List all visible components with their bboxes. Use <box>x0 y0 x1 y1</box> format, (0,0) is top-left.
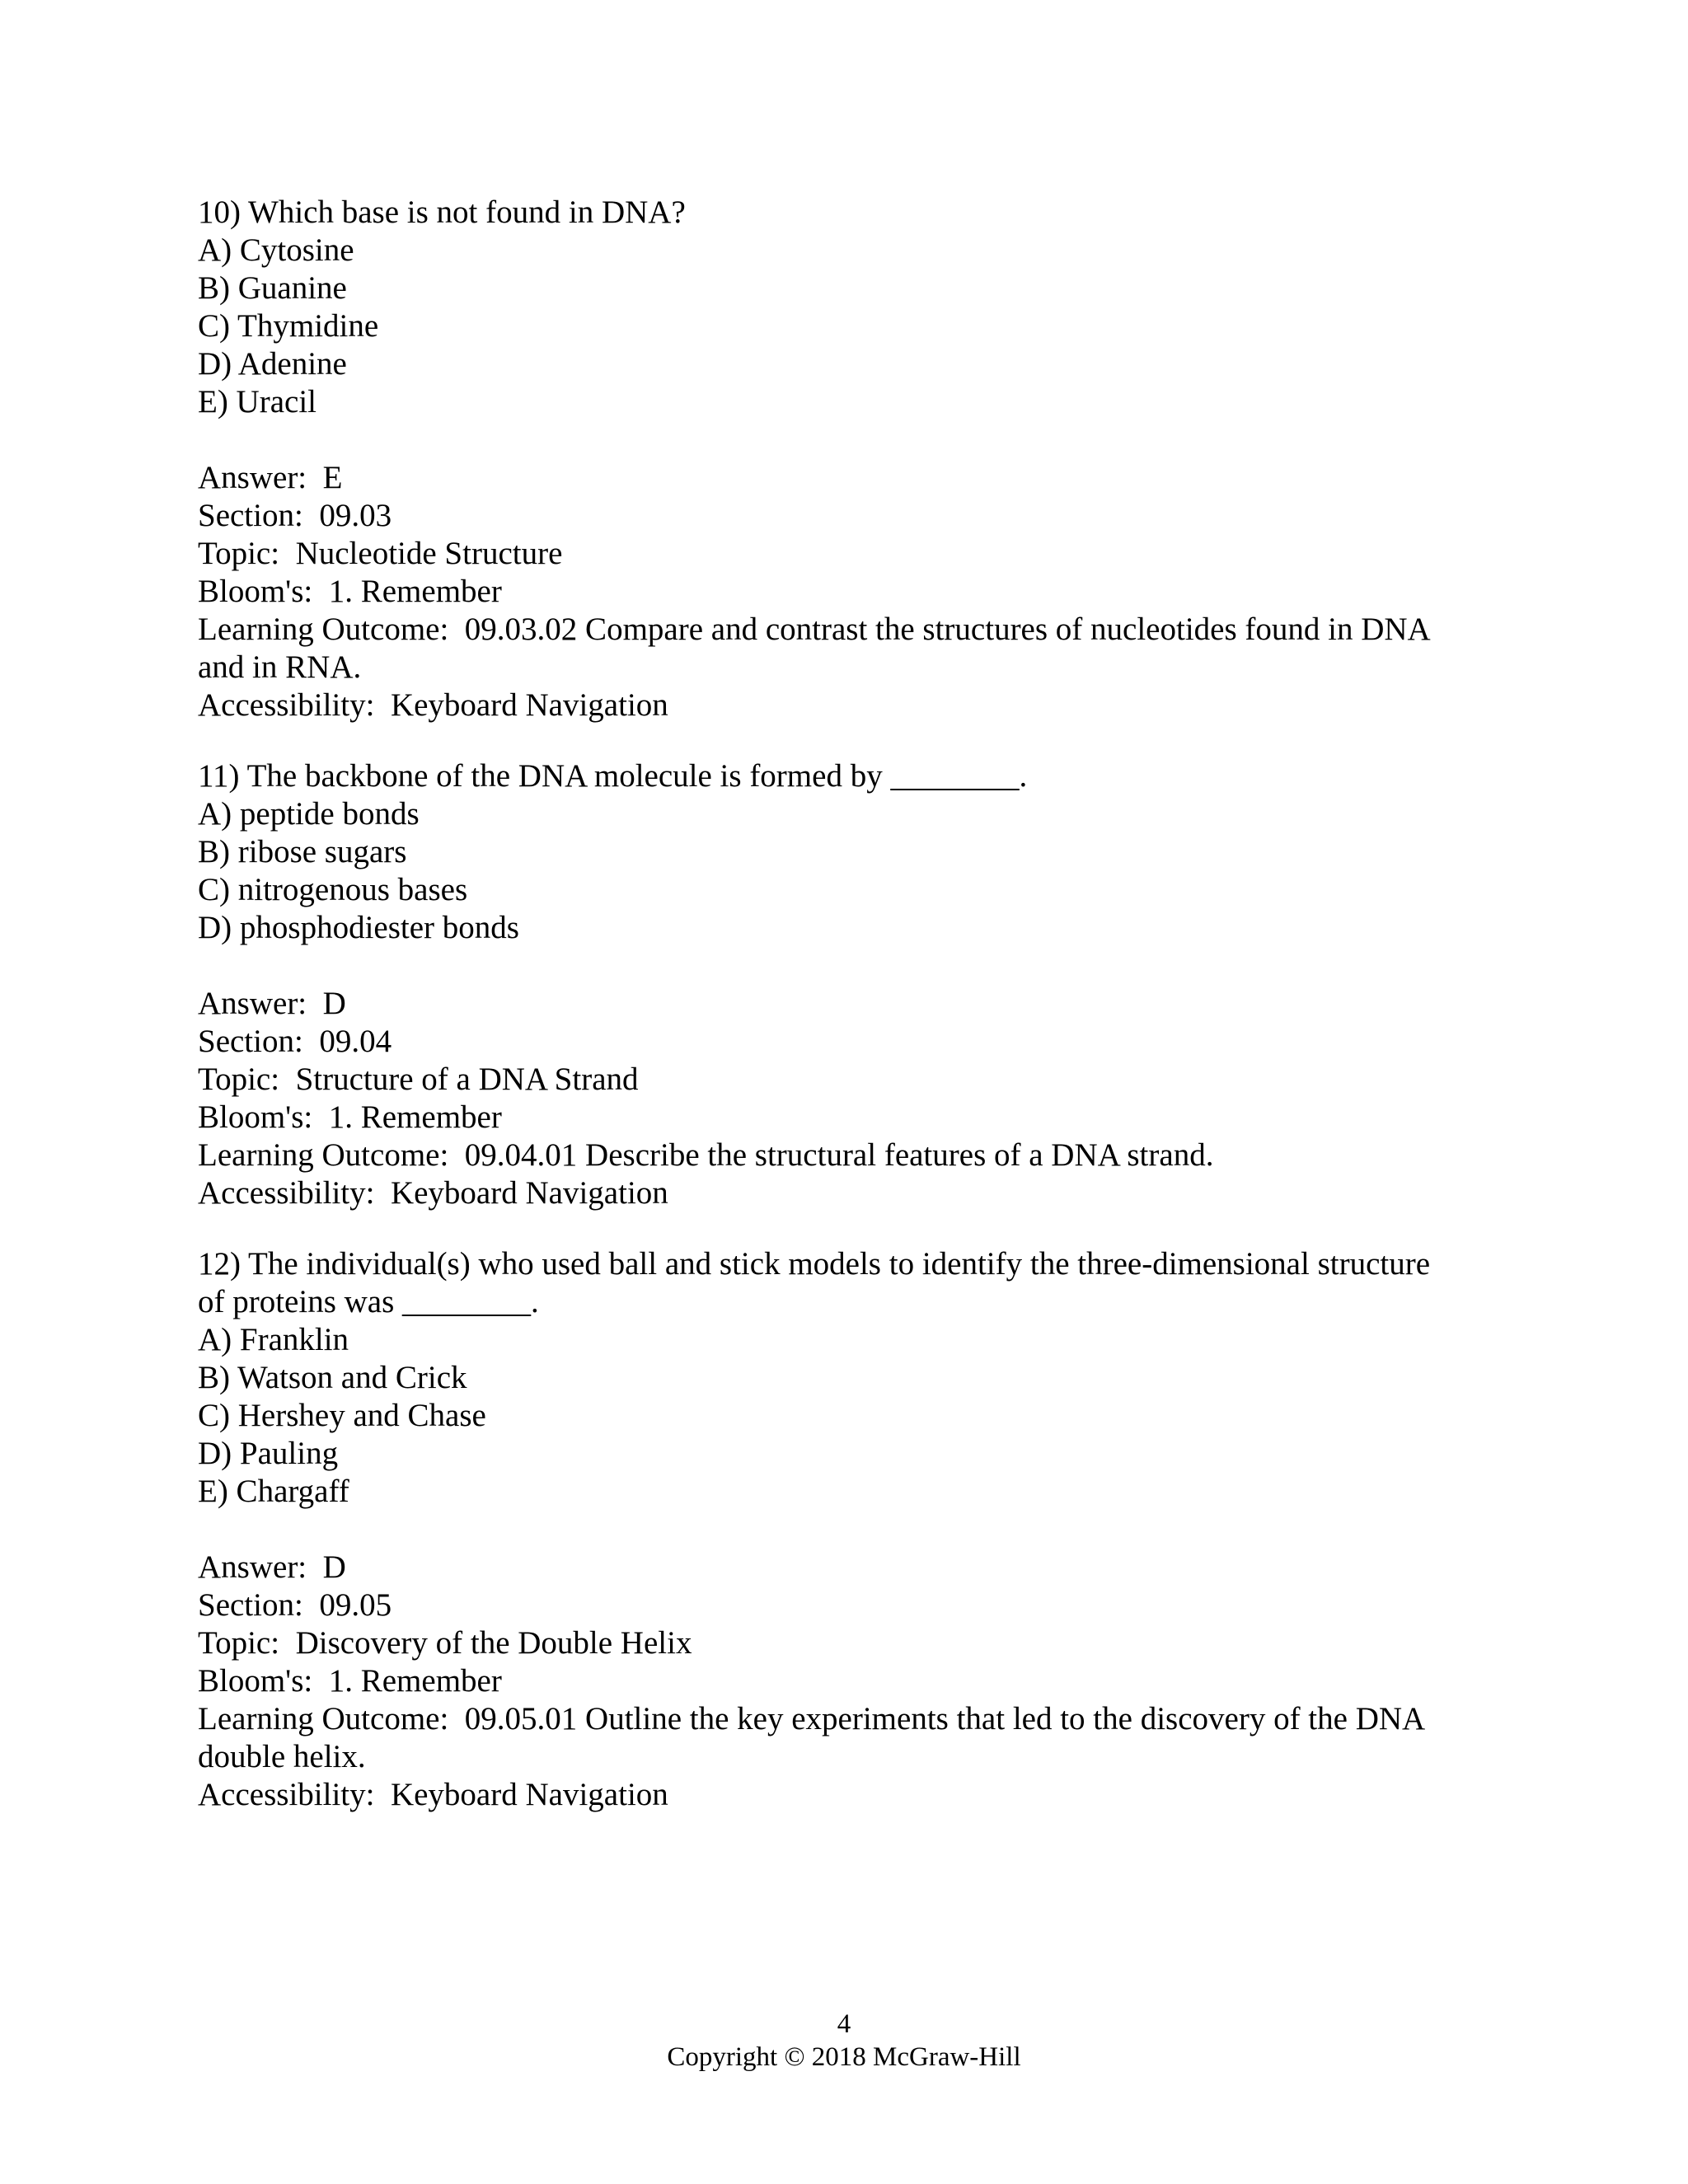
topic-ref: Topic: Nucleotide Structure <box>198 536 563 571</box>
question-block <box>198 194 1492 724</box>
question-stem: 11) The backbone of the DNA molecule is formed by ________. <box>198 758 1028 794</box>
answer-option: E) Chargaff <box>198 1474 349 1509</box>
learning-outcome: Learning Outcome: 09.04.01 Describe the structural features of a DNA strand. <box>198 1137 1214 1173</box>
section-ref: Section: 09.05 <box>198 1587 392 1623</box>
document-body <box>198 194 1492 1814</box>
accessibility-note: Accessibility: Keyboard Navigation <box>198 1175 668 1211</box>
answer-option: D) Adenine <box>198 346 347 382</box>
accessibility-note: Accessibility: Keyboard Navigation <box>198 1777 668 1812</box>
question-block <box>198 757 1492 1212</box>
section-ref: Section: 09.03 <box>198 498 392 533</box>
answer-key: Answer: E <box>198 460 343 495</box>
question-stem: 12) The individual(s) who used ball and stick models to identify the three-dimensional structure <box>198 1246 1431 1282</box>
answer-option: A) Franklin <box>198 1322 349 1357</box>
answer-key: Answer: D <box>198 1549 346 1585</box>
answer-option: E) Uracil <box>198 384 317 419</box>
answer-option: B) Watson and Crick <box>198 1360 467 1395</box>
answer-option: C) Hershey and Chase <box>198 1398 486 1433</box>
learning-outcome-cont: and in RNA. <box>198 649 362 685</box>
learning-outcome-cont: double helix. <box>198 1739 366 1774</box>
copyright-notice: Copyright © 2018 McGraw-Hill <box>667 2042 1021 2072</box>
topic-ref: Topic: Discovery of the Double Helix <box>198 1625 692 1661</box>
blooms-level: Bloom's: 1. Remember <box>198 1663 502 1699</box>
page-number: 4 <box>837 2009 851 2039</box>
answer-key: Answer: D <box>198 986 346 1021</box>
answer-option: B) ribose sugars <box>198 834 407 869</box>
answer-option: A) Cytosine <box>198 232 354 268</box>
accessibility-note: Accessibility: Keyboard Navigation <box>198 687 668 723</box>
question-stem-cont: of proteins was ________. <box>198 1284 539 1319</box>
blooms-level: Bloom's: 1. Remember <box>198 574 502 609</box>
learning-outcome: Learning Outcome: 09.05.01 Outline the key experiments that led to the discovery of the DNA <box>198 1701 1426 1736</box>
answer-option: D) phosphodiester bonds <box>198 910 519 945</box>
learning-outcome: Learning Outcome: 09.03.02 Compare and contrast the structures of nucleotides found in DNA <box>198 612 1431 647</box>
question-block <box>198 1245 1492 1814</box>
answer-option: D) Pauling <box>198 1436 339 1471</box>
answer-option: C) Thymidine <box>198 308 379 344</box>
answer-option: A) peptide bonds <box>198 796 420 832</box>
blooms-level: Bloom's: 1. Remember <box>198 1099 502 1135</box>
answer-option: C) nitrogenous bases <box>198 872 468 907</box>
section-ref: Section: 09.04 <box>198 1024 392 1059</box>
answer-option: B) Guanine <box>198 270 347 306</box>
question-stem: 10) Which base is not found in DNA? <box>198 194 686 230</box>
topic-ref: Topic: Structure of a DNA Strand <box>198 1062 639 1097</box>
